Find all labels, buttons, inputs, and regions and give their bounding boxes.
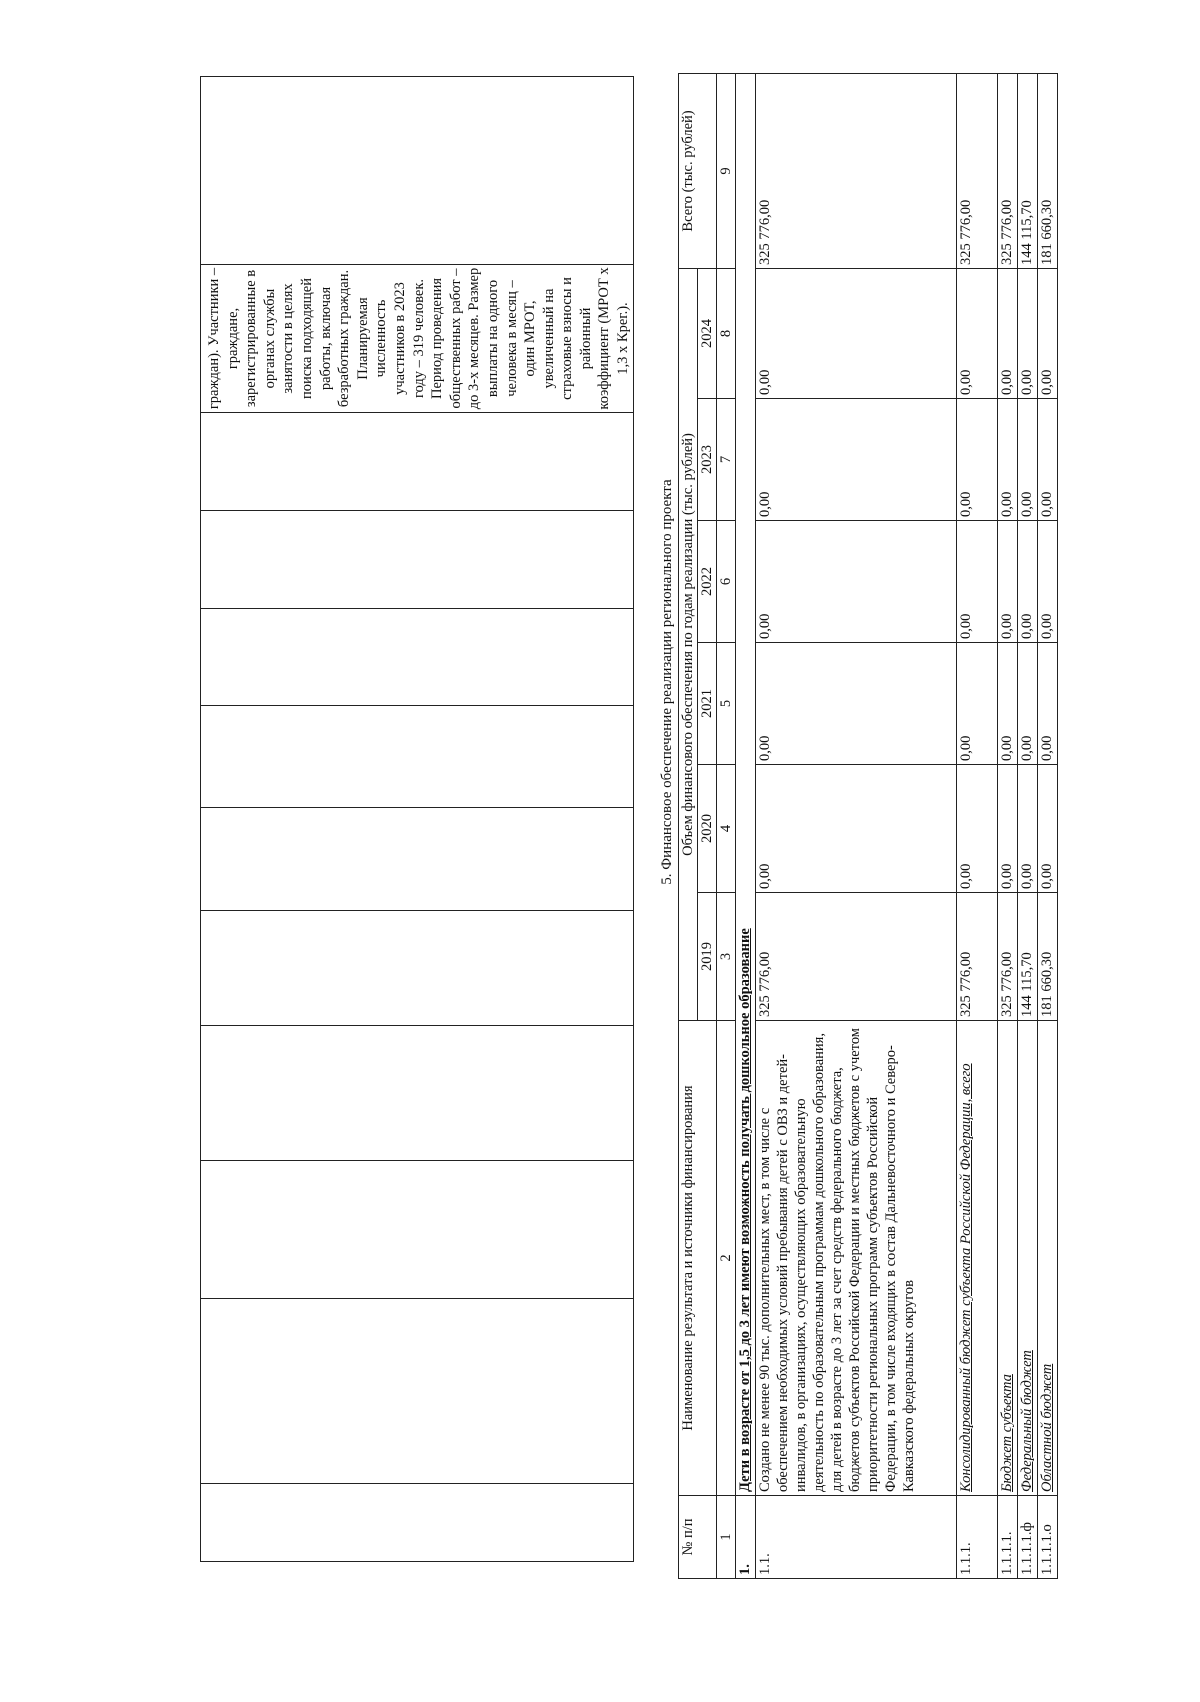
col-number: 1	[717, 1496, 736, 1579]
row-value: 0,00	[756, 765, 957, 893]
row-num: 1.1.	[756, 1496, 957, 1579]
row-value: 0,00	[756, 643, 957, 765]
upper-cell	[201, 808, 634, 911]
row-name	[957, 1021, 998, 1496]
row-name-text: Бюджет субъекта	[999, 1374, 1015, 1492]
row-total: 325 776,00	[998, 73, 1018, 268]
row-value: 144 115,70	[1018, 893, 1038, 1021]
table-row	[756, 73, 957, 1578]
row-value: 0,00	[1018, 399, 1038, 521]
row-value: 0,00	[998, 268, 1018, 398]
col-number: 6	[717, 521, 736, 643]
header-year: 2024	[698, 268, 717, 398]
col-number: 7	[717, 399, 736, 521]
upper-description-cell	[201, 265, 634, 413]
col-number: 9	[717, 73, 736, 268]
table-row	[1018, 73, 1038, 1578]
row-value: 0,00	[998, 643, 1018, 765]
row-value: 0,00	[957, 268, 998, 398]
header-volume: Объем финансового обеспечения по годам реализации (тыс. рублей)	[679, 268, 698, 1020]
upper-cell	[201, 511, 634, 609]
row-name-text: Федеральный бюджет	[1019, 1350, 1035, 1492]
header-year: 2023	[698, 399, 717, 521]
row-value: 0,00	[756, 399, 957, 521]
row-num: 1.1.1.1.о	[1038, 1496, 1058, 1579]
row-value: 0,00	[957, 643, 998, 765]
row-value: 0,00	[998, 765, 1018, 893]
row-value: 0,00	[957, 765, 998, 893]
row-name-text: Областной бюджет	[1039, 1363, 1055, 1492]
row-value: 181 660,30	[1038, 893, 1058, 1021]
row-total: 181 660,30	[1038, 73, 1058, 268]
upper-cell	[201, 1299, 634, 1484]
row-value: 0,00	[1038, 765, 1058, 893]
row-value: 0,00	[1038, 399, 1058, 521]
row-value: 0,00	[1038, 521, 1058, 643]
row-total: 325 776,00	[957, 73, 998, 268]
header-year: 2021	[698, 643, 717, 765]
row-name	[1038, 1021, 1058, 1496]
row-value: 325 776,00	[957, 893, 998, 1021]
row-total: 144 115,70	[1018, 73, 1038, 268]
row-num: 1.1.1.1.ф	[1018, 1496, 1038, 1579]
row-total: 325 776,00	[756, 73, 957, 268]
row-value: 0,00	[1038, 268, 1058, 398]
header-year: 2020	[698, 765, 717, 893]
header-total: Всего (тыс. рублей)	[679, 73, 717, 268]
header-num: № п/п	[679, 1496, 717, 1579]
row-name-text: Консолидированный бюджет субъекта Российской Федерации, всего	[958, 1063, 974, 1492]
upper-cell	[201, 1484, 634, 1562]
upper-cell	[201, 1161, 634, 1299]
row-value: 0,00	[756, 521, 957, 643]
row-name	[998, 1021, 1018, 1496]
row-value: 325 776,00	[998, 893, 1018, 1021]
upper-table	[200, 76, 634, 1562]
col-number: 3	[717, 893, 736, 1021]
table-row	[998, 73, 1018, 1578]
row-name-text: Создано не менее 90 тыс. дополнительных мест, в том числе с обеспечением необходимых условий пребывания детей с ОВЗ и детей-инвалидов, в организациях, осуществляющих образовательную деятельность по образовательным программам дошкольного образования, для детей в возрасте до 3 лет за счет средств федерального бюджета, бюджетов субъектов Российской Федерации и местных бюджетов с учетом приоритетности региональных программ субъектов Российской Федерации, в том числе входящих в состав Дальневосточного и Северо-Кавказского федеральных округов	[757, 1028, 917, 1492]
header-year: 2022	[698, 521, 717, 643]
upper-cell	[201, 609, 634, 706]
row-num: 1.1.1.	[957, 1496, 998, 1579]
upper-cell	[201, 706, 634, 808]
section-title: 5. Финансовое обеспечение реализации регионального проекта	[659, 479, 675, 885]
section-num: 1.	[736, 1496, 756, 1579]
row-value: 0,00	[1038, 643, 1058, 765]
row-value: 0,00	[998, 399, 1018, 521]
row-value: 0,00	[756, 268, 957, 398]
upper-description: граждан). Участники – граждане, зарегистрированные в органах службы занятости в целях поиска подходящей работы, включая безработных граждан. Планируемая численность участников в 2023 году – 319 человек. Период проведения общественных работ – до 3-х месяцев. Размер выплаты на одного человека в месяц – один МРОТ, увеличенный на страховые взносы и районный коэффициент (МРОТ х 1,3 х Крег.).	[206, 267, 632, 410]
upper-cell	[201, 77, 634, 265]
col-number: 5	[717, 643, 736, 765]
col-number: 4	[717, 765, 736, 893]
row-value: 0,00	[1018, 643, 1038, 765]
header-year: 2019	[698, 893, 717, 1021]
row-value: 0,00	[1018, 765, 1038, 893]
upper-cell	[201, 413, 634, 511]
row-value: 0,00	[1018, 268, 1038, 398]
row-value: 0,00	[998, 521, 1018, 643]
upper-cell	[201, 911, 634, 1026]
col-number: 8	[717, 268, 736, 398]
row-name	[1018, 1021, 1038, 1496]
row-value: 325 776,00	[756, 893, 957, 1021]
col-number: 2	[717, 1021, 736, 1496]
header-name: Наименование результата и источники финансирования	[679, 1021, 717, 1496]
table-row	[1038, 73, 1058, 1578]
table-row	[957, 73, 998, 1578]
row-value: 0,00	[957, 521, 998, 643]
row-num: 1.1.1.1.	[998, 1496, 1018, 1579]
row-value: 0,00	[1018, 521, 1038, 643]
finance-table	[678, 73, 1058, 1579]
row-name	[756, 1021, 957, 1496]
upper-cell	[201, 1026, 634, 1161]
row-value: 0,00	[957, 399, 998, 521]
section-heading: Дети в возрасте от 1,5 до 3 лет имеют возможность получать дошкольное образование	[736, 73, 756, 1495]
